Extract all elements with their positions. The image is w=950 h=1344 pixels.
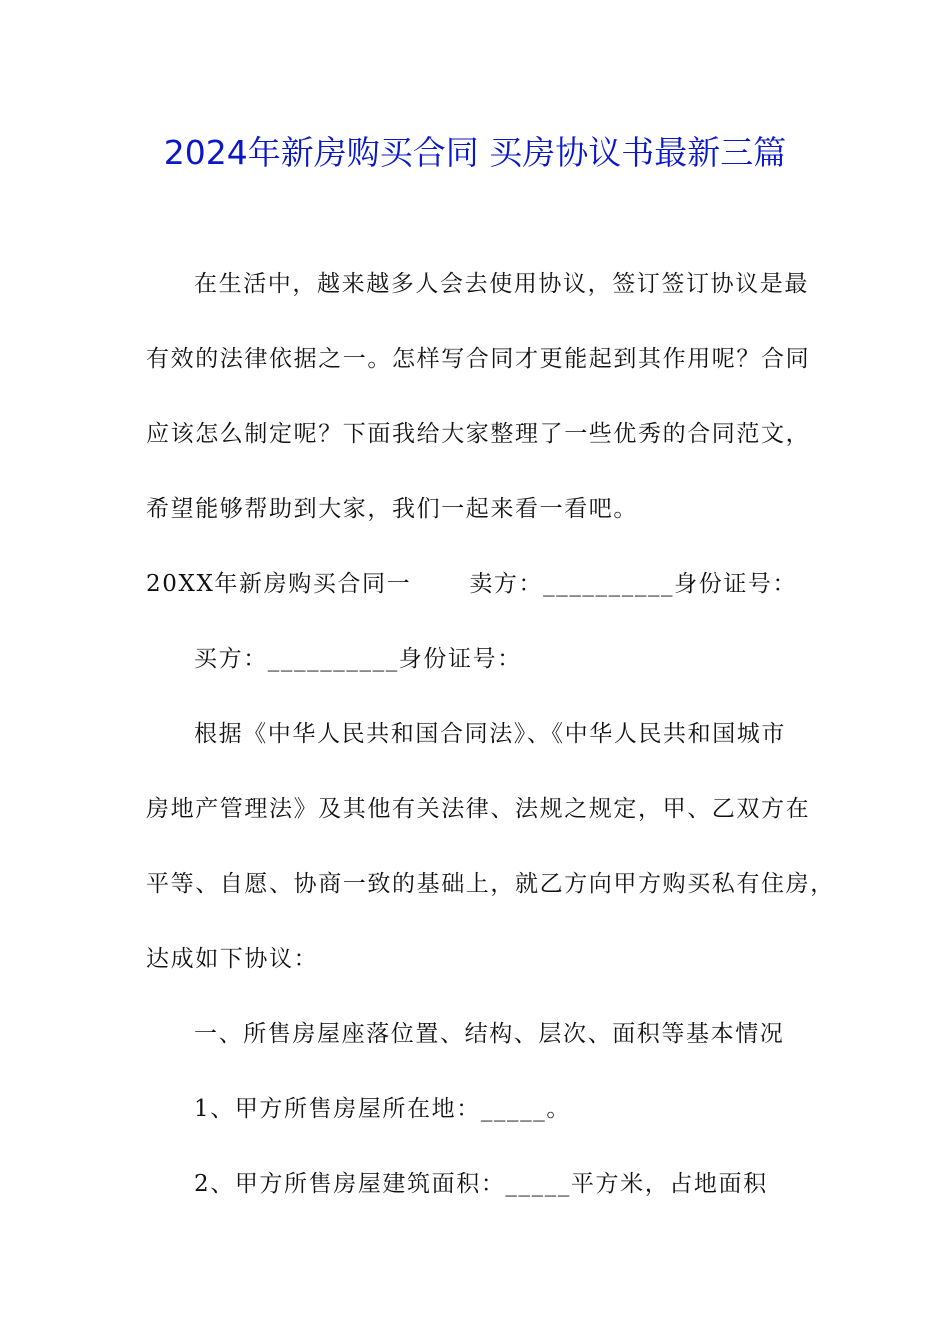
paragraph-line: 希望能够帮助到大家，我们一起来看一看吧。 [146,496,638,522]
paragraph-line: 应该怎么制定呢？下面我给大家整理了一些优秀的合同范文， [146,421,811,447]
clause-line: 1、甲方所售房屋所在地：_____。 [194,1096,571,1122]
paragraph-line: 在生活中，越来越多人会去使用协议，签订签订协议是最 [194,271,809,297]
contract-heading-line: 20XX年新房购买合同一 卖方：__________身份证号： [146,571,798,597]
paragraph-line: 房地产管理法》及其他有关法律、法规之规定，甲、乙双方在 [146,796,811,822]
document-title: 2024年新房购买合同 买房协议书最新三篇 [163,133,787,172]
buyer-line: 买方：__________身份证号： [194,646,522,672]
paragraph-line: 根据《中华人民共和国合同法》、《中华人民共和国城市 [194,721,786,747]
paragraph-line: 达成如下协议： [146,946,319,972]
clause-line: 2、甲方所售房屋建筑面积：_____平方米，占地面积 [194,1171,768,1197]
section-heading: 一、所售房屋座落位置、结构、层次、面积等基本情况 [194,1021,785,1047]
paragraph-line: 平等、自愿、协商一致的基础上，就乙方向甲方购买私有住房， [146,871,835,897]
paragraph-line: 有效的法律依据之一。怎样写合同才更能起到其作用呢？合同 [146,346,811,372]
